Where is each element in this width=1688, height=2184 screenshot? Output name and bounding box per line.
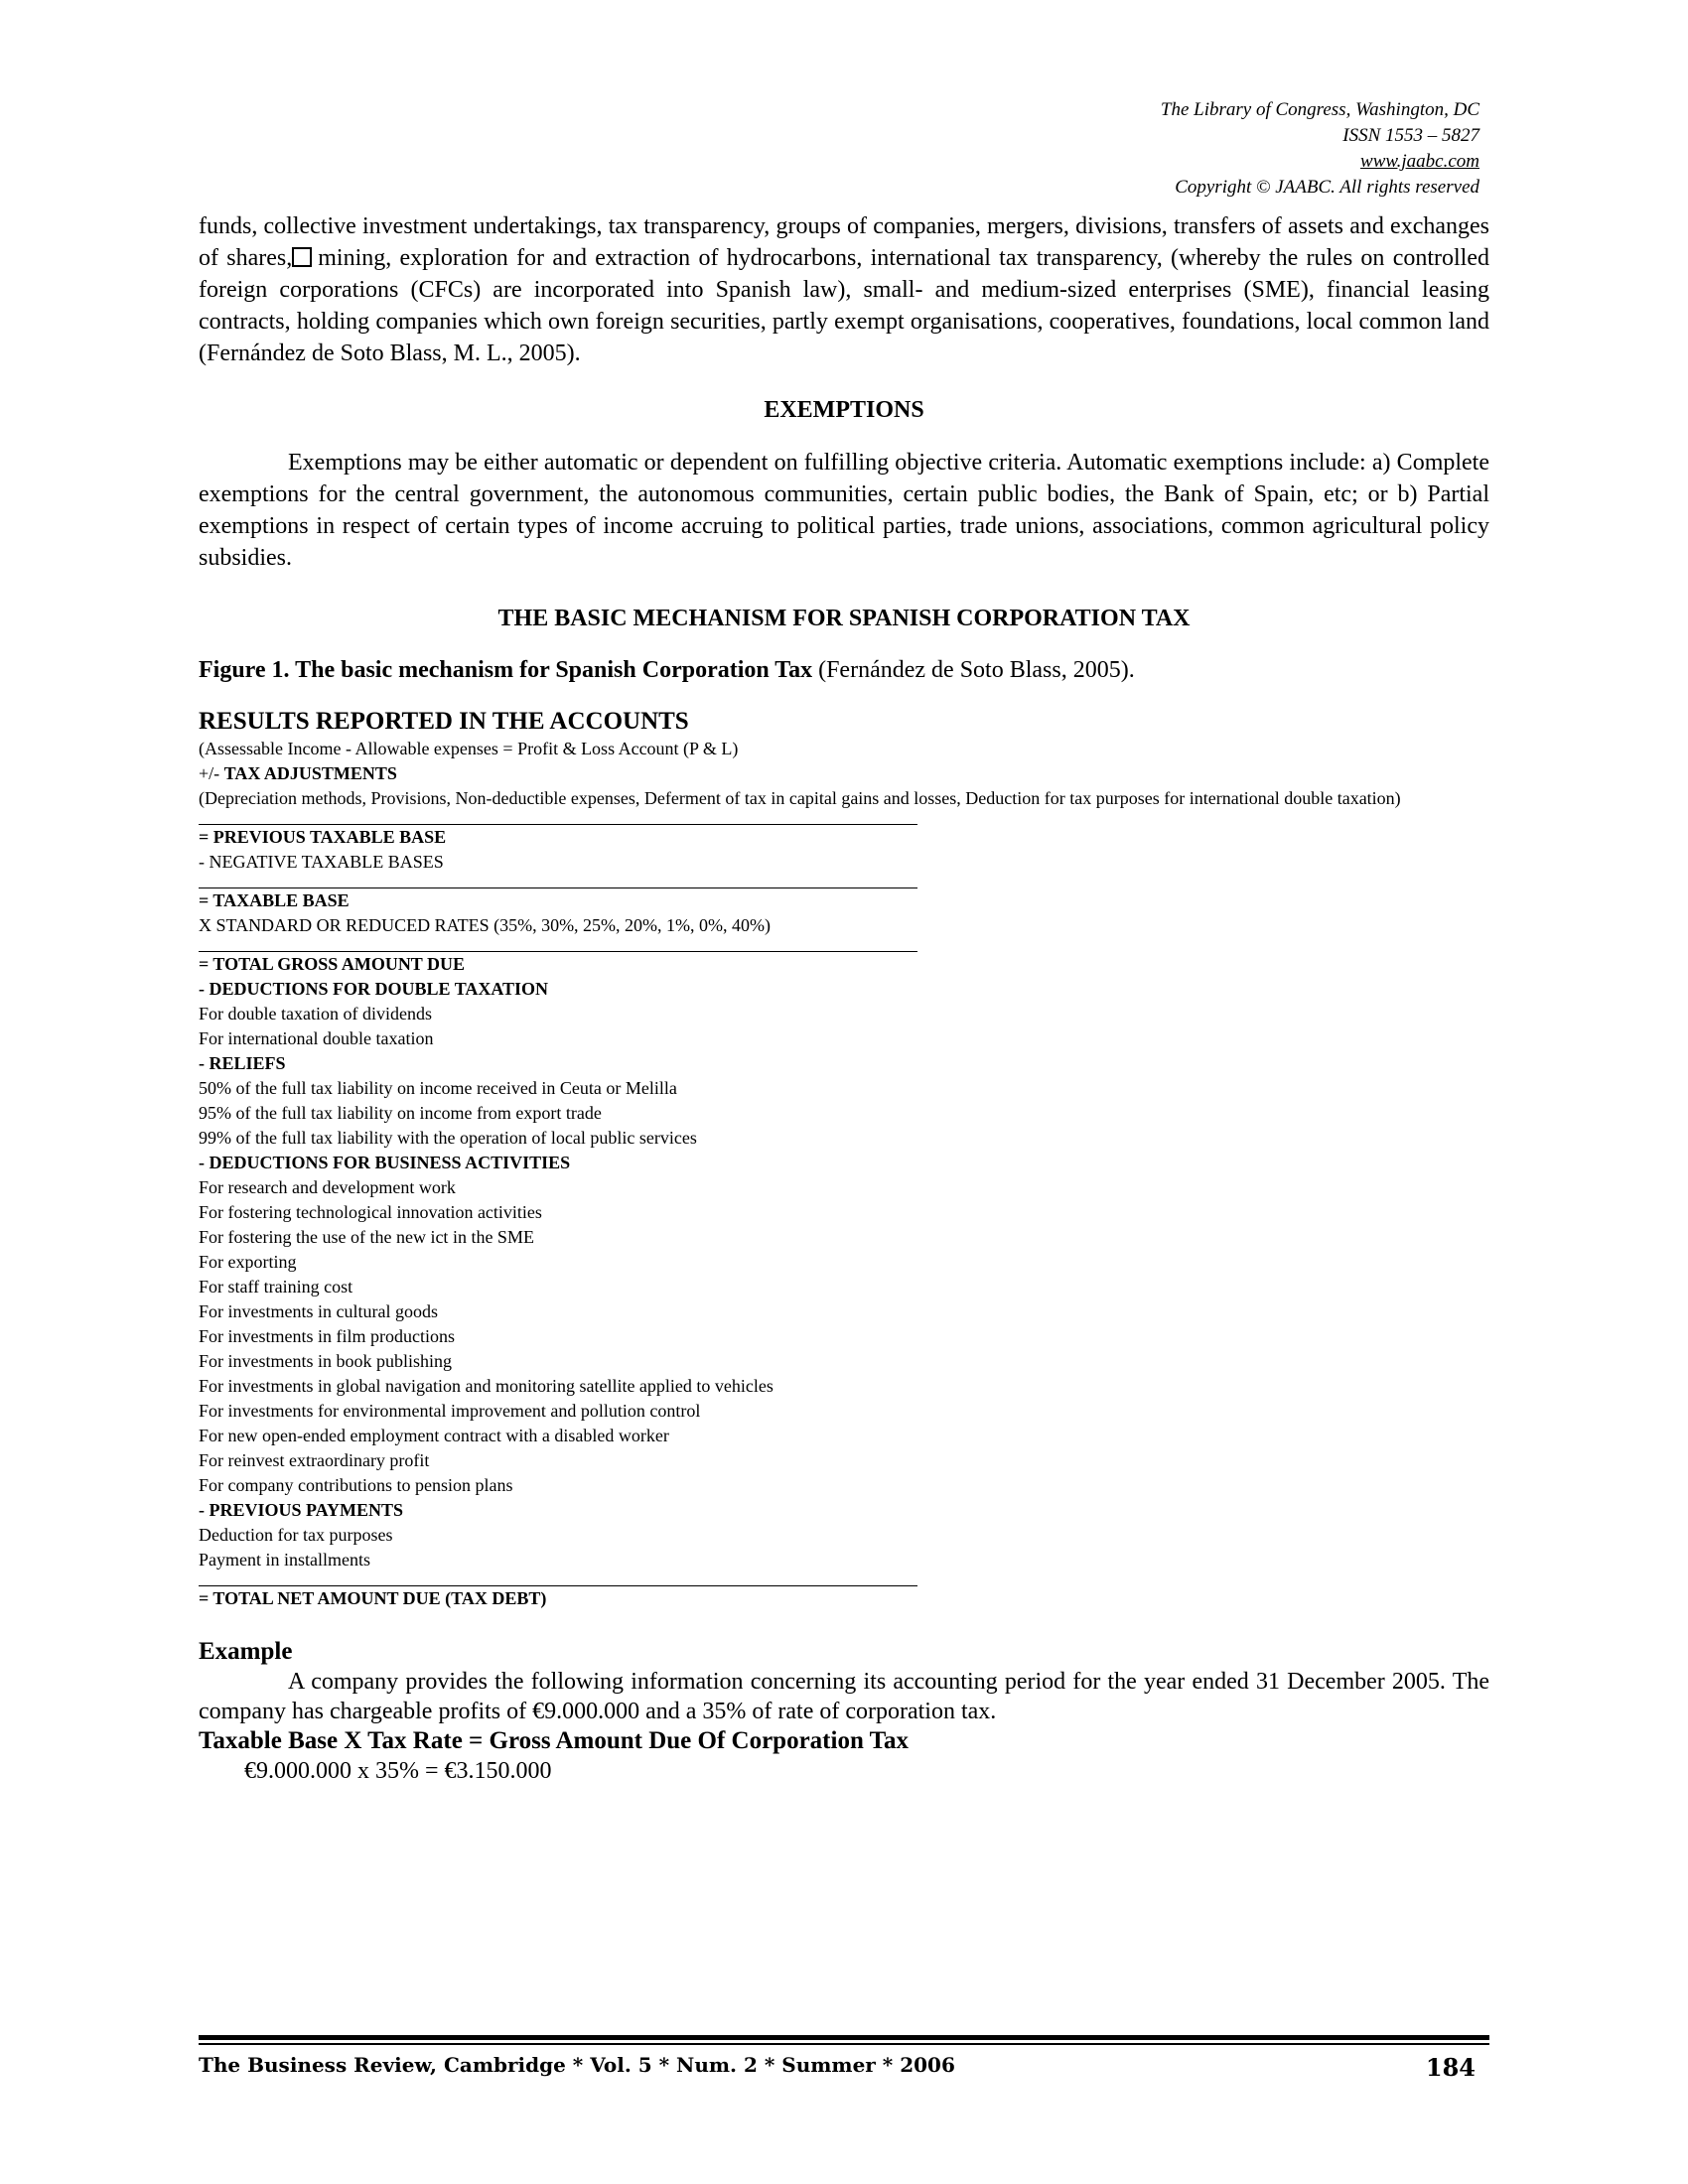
assessable-line: (Assessable Income - Allowable expenses = Profit & Loss Account (P & L)	[199, 739, 739, 758]
list-item: For double taxation of dividends	[199, 1004, 432, 1024]
previous-payments-title: - PREVIOUS PAYMENTS	[199, 1500, 404, 1520]
missing-glyph-box-icon	[292, 247, 312, 267]
example-paragraph: A company provides the following information concerning its accounting period for the year ended 31 December 2005. The company has chargeable profits of €9.000.000 and a 35% of rate of corporation tax.	[199, 1669, 1489, 1724]
list-item: For fostering the use of the new ict in the SME	[199, 1227, 534, 1247]
list-item: For investments in cultural goods	[199, 1301, 438, 1321]
total-gross-amount: = TOTAL GROSS AMOUNT DUE	[199, 954, 465, 974]
list-item: For exporting	[199, 1252, 297, 1272]
intro-paragraph: funds, collective investment undertakings, tax transparency, groups of companies, mergers, divisions, transfers of assets and exchanges of shares, mining, exploration for and extraction of hydrocarbons, international tax transparency, (whereby the rules on controlled foreign corporations (CFCs) are incorporated into Spanish law), small- and medium-sized enterprises (SME), financial leasing contracts, holding companies which own foreign securities, partly exempt organisations, cooperatives, foundations, local common land (Fernández de Soto Blass, M. L., 2005).	[199, 213, 1490, 366]
list-item: Payment in installments	[199, 1550, 370, 1570]
page-footer	[199, 2035, 1489, 2082]
list-item: For investments in global navigation and monitoring satellite applied to vehicles	[199, 1376, 774, 1396]
rates-line: X STANDARD OR REDUCED RATES (35%, 30%, 25%, 20%, 1%, 0%, 40%)	[199, 915, 772, 935]
exemptions-heading: EXEMPTIONS	[764, 397, 924, 423]
deductions-business-title: - DEDUCTIONS FOR BUSINESS ACTIVITIES	[199, 1153, 571, 1172]
list-item: For investments in film productions	[199, 1326, 455, 1346]
page-number: 184	[1425, 2053, 1476, 2082]
tax-adjustments-detail: (Depreciation methods, Provisions, Non-deductible expenses, Deferment of tax in capital gains and losses, Deduction for tax purposes for international double taxation)	[199, 788, 1401, 808]
results-title: RESULTS REPORTED IN THE ACCOUNTS	[199, 708, 689, 735]
list-item: For investments for environmental improvement and pollution control	[199, 1401, 701, 1421]
tax-adjustments-line: +/- TAX ADJUSTMENTS	[199, 763, 397, 783]
taxable-base: = TAXABLE BASE	[199, 890, 350, 910]
figure-caption: Figure 1. The basic mechanism for Spanish Corporation Tax (Fernández de Soto Blass, 2005).	[199, 657, 1135, 683]
list-item: For new open-ended employment contract with a disabled worker	[199, 1426, 669, 1445]
previous-taxable-base: = PREVIOUS TAXABLE BASE	[199, 827, 447, 847]
footer-rule-thin	[199, 2043, 1489, 2045]
page-header	[1161, 97, 1479, 201]
footer-rule-thick	[199, 2035, 1489, 2040]
negative-taxable-bases: - NEGATIVE TAXABLE BASES	[199, 852, 444, 872]
list-item: For fostering technological innovation activities	[199, 1202, 542, 1222]
exemptions-paragraph: Exemptions may be either automatic or dependent on fulfilling objective criteria. Automatic exemptions include: a) Complete exemptions for the central government, the autonomous communities, certain public bodies, the Bank of Spain, etc; or b) Partial exemptions in respect of certain types of income accruing to political parties, trade unions, associations, common agricultural policy subsidies.	[199, 450, 1489, 571]
list-item: For investments in book publishing	[199, 1351, 453, 1371]
header-library: The Library of Congress, Washington, DC	[1160, 99, 1479, 120]
page-content	[199, 210, 1489, 1786]
list-item: For staff training cost	[199, 1277, 353, 1297]
example-formula: Taxable Base X Tax Rate = Gross Amount Due Of Corporation Tax	[199, 1727, 910, 1754]
list-item: 99% of the full tax liability with the operation of local public services	[199, 1128, 697, 1148]
header-issn: ISSN 1553 – 5827	[1342, 125, 1479, 146]
header-url-link[interactable]: www.jaabc.com	[1360, 151, 1479, 172]
list-item: 50% of the full tax liability on income received in Ceuta or Melilla	[199, 1078, 677, 1098]
list-item: For company contributions to pension plans	[199, 1475, 513, 1495]
list-item: For research and development work	[199, 1177, 456, 1197]
example-title: Example	[199, 1638, 293, 1665]
list-item: 95% of the full tax liability on income from export trade	[199, 1103, 602, 1123]
list-item: For reinvest extraordinary profit	[199, 1450, 430, 1470]
deductions-double-title: - DEDUCTIONS FOR DOUBLE TAXATION	[199, 979, 549, 999]
footer-journal: The Business Review, Cambridge * Vol. 5 * Num. 2 * Summer * 2006	[199, 2053, 955, 2077]
example-calculation: €9.000.000 x 35% = €3.150.000	[244, 1758, 552, 1784]
mechanism-heading: THE BASIC MECHANISM FOR SPANISH CORPORATION TAX	[497, 606, 1191, 631]
list-item: For international double taxation	[199, 1028, 434, 1048]
header-copyright: Copyright © JAABC. All rights reserved	[1175, 177, 1479, 198]
list-item: Deduction for tax purposes	[199, 1525, 393, 1545]
total-net-amount: = TOTAL NET AMOUNT DUE (TAX DEBT)	[199, 1588, 547, 1608]
figure-mechanism	[199, 737, 1489, 1611]
reliefs-title: - RELIEFS	[199, 1053, 286, 1073]
